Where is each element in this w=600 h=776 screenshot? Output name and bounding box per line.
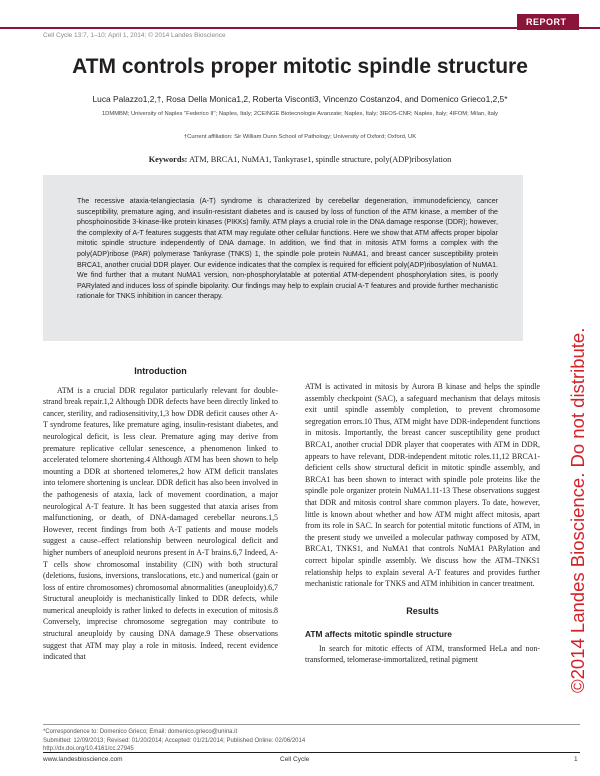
footer-website[interactable]: www.landesbioscience.com	[43, 756, 123, 763]
report-label: REPORT	[517, 14, 579, 30]
citation: Cell Cycle 13:7, 1–10; April 1, 2014; © 2014 Landes Bioscience	[43, 32, 226, 39]
left-column	[43, 366, 278, 663]
page-number: 1	[574, 756, 578, 763]
footer-rule	[43, 752, 580, 753]
header-rule	[0, 27, 600, 29]
article-title: ATM controls proper mitotic spindle structure	[72, 55, 528, 78]
footnote-rule	[43, 724, 580, 725]
introduction-heading: Introduction	[134, 366, 187, 376]
keywords-label: Keywords:	[148, 155, 188, 164]
abstract: The recessive ataxia-telangiectasia (A-T) syndrome is characterized by cerebellar degeneration, immunodeficiency, cancer susceptibility, premature aging, and insulin-resistant diabetes and is caused by loss of function of the ATM kinase, a member of the phosphoinositide 3-kinase-like protein kinases (PIKKs) family. ATM plays a crucial role in the DNA damage response (DDR); however, the complexity of A-T features suggests that ATM may regulate other cellular functions. Here we show that ATM affects proper bipolar mitotic spindle structure independently of DNA damage. In addition, we find that in mitosis ATM forms a complex with the poly(ADP)ribose (PAR) polymerase Tankyrase (TNKS) 1, the spindle pole protein NuMA1, and breast cancer susceptibility protein BRCA1, another crucial DDR player. Our evidence indicates that the complex is required for efficient poly(ADP)ribosylation of NuMA1. We find further that a mutant NuMA1 version, non-phosphorylatable at potential ATM-dependent phosphorylation sites, is poorly PARylated and induces loss of spindle bipolarity. Our findings may help to explain crucial A-T features and provide further mechanistic rationale for TNKS inhibition in cancer therapy.	[77, 197, 498, 301]
footnote	[43, 728, 305, 754]
submission-dates: Submitted: 12/09/2013; Revised: 01/20/2014; Accepted: 01/21/2014; Published Online: 02/06/2014	[43, 737, 306, 744]
copyright-watermark	[563, 188, 597, 693]
results-paragraph: In search for mitotic effects of ATM, transformed HeLa and non-transformed, telomerase-immortalized, retinal pigment	[305, 643, 540, 665]
right-paragraph: ATM is activated in mitosis by Aurora B kinase and helps the spindle assembly checkpoint (SAC), a safeguard mechanism that delays mitosis exit until spindle assembly completion, to prevent chromosome segregation errors.10 Thus, ATM might have DDR-independent functions in mitosis. Importantly, the breast cancer susceptibility gene product BRCA1, another crucial DDR player that cooperates with ATM in DDR, appears to have relevant, DDR-independent mitotic roles.11,12 BRCA1-deficient cells show structural deficit in mitotic spindle assembly, and BRCA1 has been shown to interact with spindle pole proteins like the spindle pole organizer protein NuMA1.11-13 These observations suggest that DDR and mitosis control share common players. To date, however, little is known about whether and how ATM might affect mitosis, apart from its role in SAC. In search for potential mitotic functions of ATM, in the present study we unveiled a molecular pathway composed by ATM, BRCA1, TNKS1, and NuMA1 that controls NuMA1 PARylation and correct bipolar spindle assembly. We discuss how the ATM–TNKS1 relationship helps to explain several A-T features and provides further mechanistic rationale for TNKS and ATM inhibition in cancer treatment.	[305, 382, 540, 589]
affiliations: 1DMMBM; University of Naples "Federico II"; Naples, Italy; 2CEINGE Biotecnologie Avanzate; Naples, Italy; 3IEOS-CNR; Naples, Italy; 4IFOM; Milan, Italy	[101, 111, 499, 117]
correspondence: *Correspondence to: Domenico Grieco; Email: domenico.grieco@unina.it	[43, 729, 238, 735]
doi-link[interactable]: http://dx.doi.org/10.4161/cc.27945	[43, 746, 134, 753]
keywords	[0, 155, 600, 164]
right-column	[305, 381, 540, 666]
watermark-text: ©2014 Landes Bioscience. Do not distribute.	[567, 327, 588, 693]
footer-journal: Cell Cycle	[280, 756, 310, 763]
current-affiliation: †Current affiliation: Sir William Dunn School of Pathology; University of Oxford; Oxford, UK	[183, 134, 417, 140]
keywords-list: ATM, BRCA1, NuMA1, Tankyrase1, spindle structure, poly(ADP)ribosylation	[189, 155, 452, 164]
author-list: Luca Palazzo1,2,†, Rosa Della Monica1,2, Roberta Visconti3, Vincenzo Costanzo4, and Domenico Grieco1,2,5*	[92, 94, 508, 104]
results-heading: Results	[406, 605, 439, 616]
results-subheading: ATM affects mitotic spindle structure	[305, 629, 452, 640]
intro-paragraph: ATM is a crucial DDR regulator particularly relevant for double-strand break repair.1,2 Although DDR defects have been directly linked to cancer, sterility, and radiosensitivity,1,3 how DDR deficit causes other A-T syndrome features, like premature aging, insulin-resistant diabetes, and neurological deficit, is less clear. Premature aging may derive from premature replicative cellular senescence, a phenomenon linked to accelerated telomere shortening.4 Although ATM has been shown to help mounting a DDR at shortened telomeres,2 how ATM deficit translates into telomere shortening is unclear. DDR deficit has also been involved in the pathogenesis of ataxia, lack of movement coordination, a major neurological A-T feature. It has been suggested that ataxia arises from malfunctioning, or death, of DNA-damaged cerebellar neurons.1,5 However, recent findings from both A-T patients and mouse models suggest a cause–effect relationship between neurological deficit and higher numbers of aneuploid neurons present in A-T brains.6,7 Indeed, A-T cells show chromosomal instability (CIN) with both structural (deletions, fusions, inversions, translocations, etc.) and numerical (gain or loss of entire chromosomes) chromosomal abnormalities (aneuploidy).6,7 Structural aneuploidy is mechanistically linked to DDR defects, while numerical aneuploidy is rather linked to defects in execution of mitosis.8 Conversely, imprecise chromosome segregation may contribute to structural aneuploidy by causing DNA damage.9 These observations suggest that ATM may play a role in mitosis. Indeed, recent evidence indicated that	[43, 385, 278, 662]
